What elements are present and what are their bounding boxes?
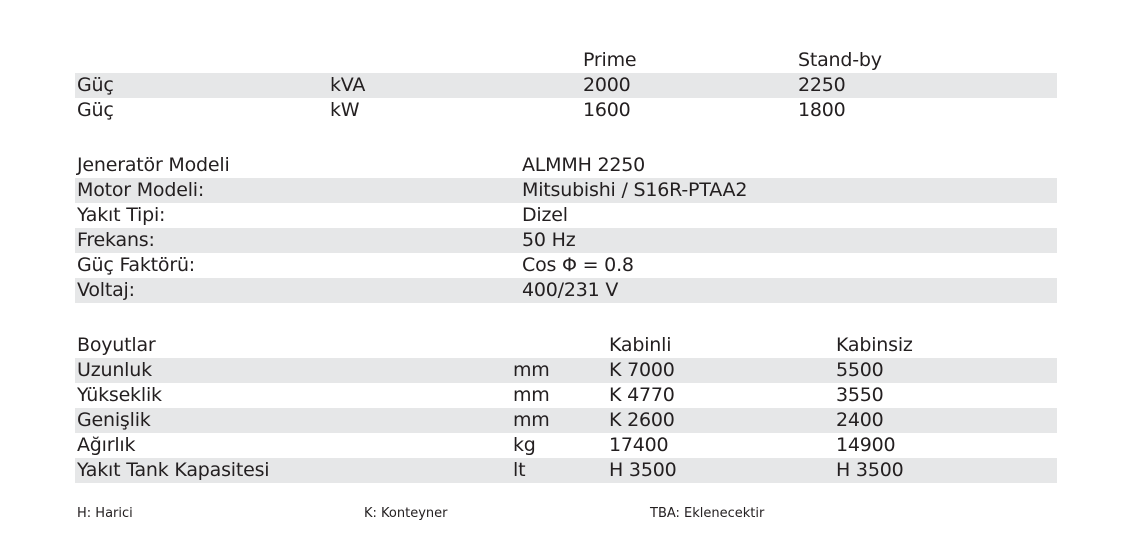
power-prime-value: 2000 [583,74,631,96]
spec-row-power-factor [75,253,1057,278]
standby-header: Stand-by [798,49,882,71]
dimension-unit: lt [513,459,526,481]
dimension-unit: mm [513,384,550,406]
spec-row-fuel-type [75,203,1057,228]
dimension-label: Yükseklik [77,384,162,406]
dimension-nocabin-value: 5500 [836,359,884,381]
power-prime-value: 1600 [583,99,631,121]
dimension-nocabin-value: 2400 [836,409,884,431]
footnote-harici: H: Harici [77,506,133,521]
power-row-kw [75,98,1057,123]
dimension-row-height [75,383,1057,408]
power-row-kva [75,73,1057,98]
power-standby-value: 2250 [798,74,846,96]
spec-value: Cos Φ = 0.8 [522,254,634,276]
footnote-konteyner: K: Konteyner [364,506,448,521]
spec-value: 50 Hz [522,229,576,251]
dimension-nocabin-value: 14900 [836,434,896,456]
dimension-cabin-value: K 4770 [609,384,675,406]
spec-label: Jeneratör Modeli [77,154,230,176]
dimension-unit: mm [513,359,550,381]
dimension-label: Uzunluk [77,359,152,381]
dimension-row-weight [75,433,1057,458]
dimension-row-length [75,358,1057,383]
cabin-header: Kabinli [609,334,672,356]
power-label: Güç [77,74,114,96]
dimension-label: Genişlik [77,409,151,431]
dimension-nocabin-value: H 3500 [836,459,904,481]
prime-header: Prime [583,49,637,71]
dimension-unit: kg [513,434,536,456]
spec-value: Mitsubishi / S16R-PTAA2 [522,179,748,201]
spec-label: Motor Modeli: [77,179,205,201]
nocabin-header: Kabinsiz [836,334,913,356]
dimension-label: Ağırlık [77,434,136,456]
dimension-nocabin-value: 3550 [836,384,884,406]
dimensions-title: Boyutlar [77,334,156,356]
spec-value: ALMMH 2250 [522,154,646,176]
dimensions-header-row [75,333,1057,358]
dimension-cabin-value: H 3500 [609,459,677,481]
spec-value: Dizel [522,204,568,226]
dimension-unit: mm [513,409,550,431]
spec-value: 400/231 V [522,279,619,301]
footnote-tba: TBA: Eklenecektir [650,506,765,521]
spec-label: Yakıt Tipi: [77,204,166,226]
spec-label: Voltaj: [77,279,135,301]
power-label: Güç [77,99,114,121]
spec-label: Güç Faktörü: [77,254,196,276]
dimension-cabin-value: K 2600 [609,409,675,431]
power-standby-value: 1800 [798,99,846,121]
power-header-row [75,48,1057,73]
spec-row-voltage [75,278,1057,303]
dimension-cabin-value: 17400 [609,434,669,456]
dimension-label: Yakıt Tank Kapasitesi [77,459,270,481]
spec-row-motor-model [75,178,1057,203]
dimension-row-width [75,408,1057,433]
dimension-cabin-value: K 7000 [609,359,675,381]
spec-label: Frekans: [77,229,155,251]
power-unit: kW [330,99,360,121]
spec-row-generator-model [75,153,1057,178]
dimension-row-fuel-tank [75,458,1057,483]
power-unit: kVA [330,74,366,96]
spec-row-frequency [75,228,1057,253]
